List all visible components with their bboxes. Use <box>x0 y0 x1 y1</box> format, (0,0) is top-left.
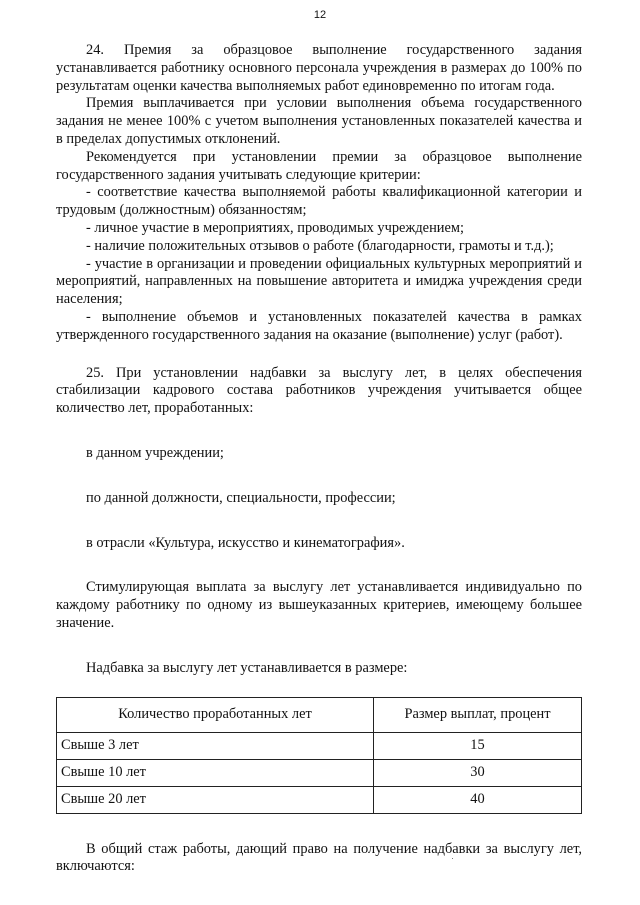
paragraph-total-service: В общий стаж работы, дающий право на получение надбавки за выслугу лет, включаются: <box>56 840 582 875</box>
document-body <box>56 42 582 876</box>
paragraph-24-premium: 24. Премия за образцовое выполнение государственного задания устанавливается работнику основного персонала учреждения в размерах до 100% по результатам оценки качества выполняемых работ единовременно по итогам года. <box>56 42 582 94</box>
option-position: по данной должности, специальности, профессии; <box>86 489 396 506</box>
cell-percent: 30 <box>374 759 582 786</box>
criteria-list <box>56 184 582 344</box>
paragraph-25-seniority: 25. При установлении надбавки за выслугу лет, в целях обеспечения стабилизации кадрового состава работников учреждения учитывается общее количество лет, проработанных: <box>56 364 582 417</box>
table-row <box>57 759 582 786</box>
cell-years: Свыше 10 лет <box>57 759 374 786</box>
page-number: 12 <box>313 9 327 21</box>
paragraph-seniority-payment: Стимулирующая выплата за выслугу лет устанавливается индивидуально по каждому работнику по одному из вышеуказанных критериев, имеющему большее значение. <box>56 579 582 631</box>
cell-years: Свыше 3 лет <box>57 732 374 759</box>
criteria-item: - участие в организации и проведении официальных культурных мероприятий и мероприятий, направленных на повышение авторитета и имиджа учреждения среди населения; <box>56 255 582 308</box>
criteria-item: - соответствие качества выполняемой работы квалификационной категории и трудовым (должностным) обязанностям; <box>56 184 582 219</box>
cell-percent: 15 <box>374 732 582 759</box>
paragraph-allowance-size: Надбавка за выслугу лет устанавливается в размере: <box>86 659 408 676</box>
table-header-row <box>57 697 582 732</box>
cell-percent: 40 <box>374 786 582 813</box>
paragraph-criteria-intro: Рекомендуется при установлении премии за образцовое выполнение государственного задания учитывать следующие критерии: <box>56 148 582 183</box>
option-industry: в отрасли «Культура, искусство и кинематография». <box>86 534 405 551</box>
table-row <box>57 786 582 813</box>
criteria-item: - выполнение объемов и установленных показателей качества в рамках утвержденного государственного задания на оказание (выполнение) услуг (работ). <box>56 308 582 343</box>
table-row <box>57 732 582 759</box>
column-header-years: Количество проработанных лет <box>57 697 374 732</box>
scan-speck <box>452 858 453 859</box>
seniority-allowance-table <box>56 697 582 814</box>
criteria-item: - наличие положительных отзывов о работе (благодарности, грамоты и т.д.); <box>86 237 554 254</box>
paragraph-premium-condition: Премия выплачивается при условии выполнения объема государственного задания не менее 100% с учетом выполнения установленных показателей качества и в пределах допустимых отклонений. <box>56 95 582 147</box>
criteria-item: - личное участие в мероприятиях, проводимых учреждением; <box>86 219 464 236</box>
option-this-institution: в данном учреждении; <box>86 444 224 461</box>
cell-years: Свыше 20 лет <box>57 786 374 813</box>
column-header-percent: Размер выплат, процент <box>374 697 582 732</box>
